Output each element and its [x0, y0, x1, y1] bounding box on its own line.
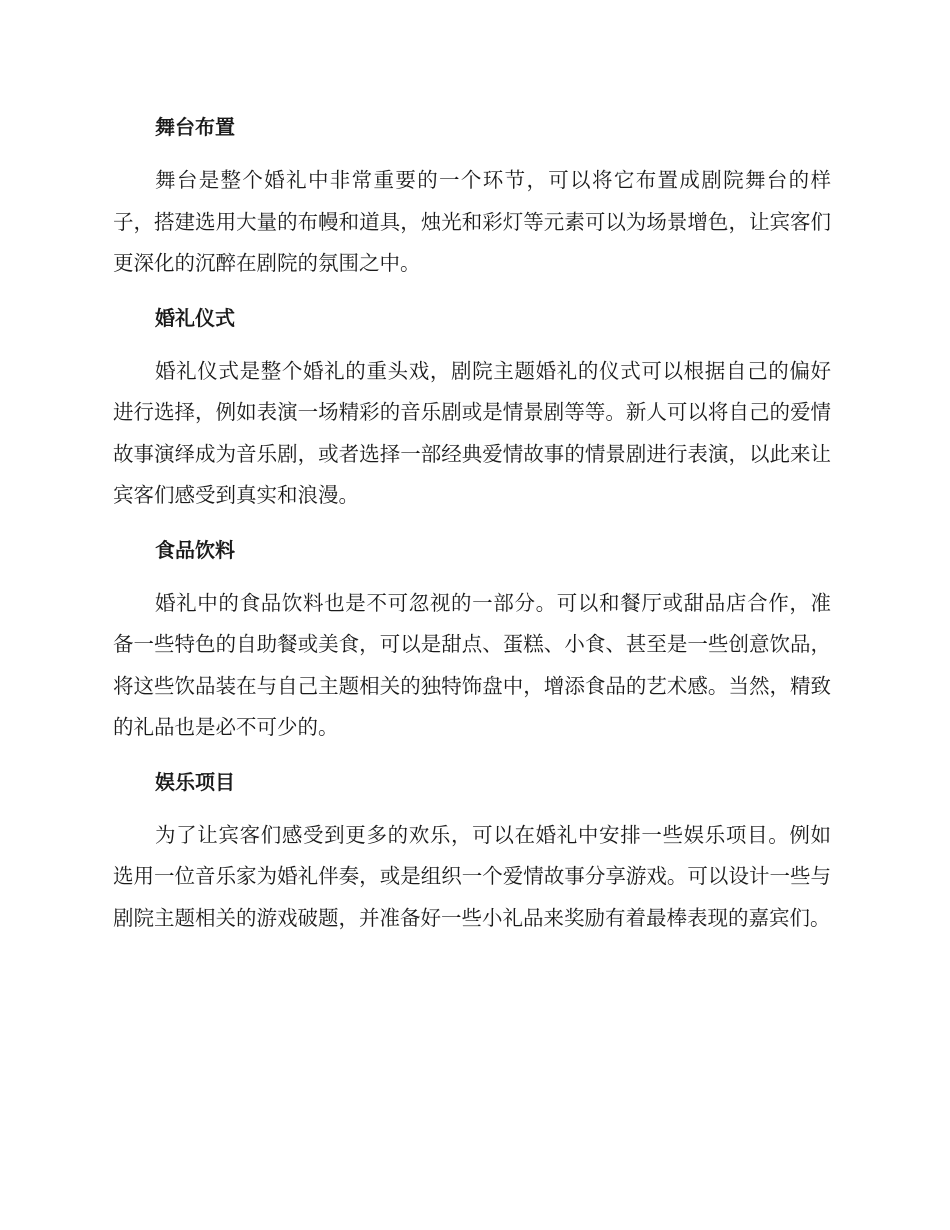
section-wedding-ceremony	[113, 299, 831, 517]
section-entertainment	[113, 763, 831, 940]
section-food-drinks	[113, 531, 831, 749]
section-stage-setup	[113, 108, 831, 285]
section-heading: 娱乐项目	[155, 769, 235, 794]
section-heading: 婚礼仪式	[155, 305, 235, 330]
section-paragraph: 舞台是整个婚礼中非常重要的一个环节，可以将它布置成剧院舞台的样子，搭建选用大量的布幔和道具，烛光和彩灯等元素可以为场景增色，让宾客们更深化的沉醉在剧院的氛围之中。	[113, 168, 831, 275]
section-paragraph: 婚礼仪式是整个婚礼的重头戏，剧院主题婚礼的仪式可以根据自己的偏好进行选择，例如表演一场精彩的音乐剧或是情景剧等等。新人可以将自己的爱情故事演绎成为音乐剧，或者选择一部经典爱情故事的情景剧进行表演，以此来让宾客们感受到真实和浪漫。	[113, 358, 831, 507]
section-paragraph: 为了让宾客们感受到更多的欢乐，可以在婚礼中安排一些娱乐项目。例如选用一位音乐家为婚礼伴奏，或是组织一个爱情故事分享游戏。可以设计一些与剧院主题相关的游戏破题，并准备好一些小礼品来奖励有着最棒表现的嘉宾们。	[113, 822, 831, 930]
section-heading: 舞台布置	[155, 115, 235, 139]
section-heading: 食品饮料	[155, 537, 235, 562]
section-paragraph: 婚礼中的食品饮料也是不可忽视的一部分。可以和餐厅或甜品店合作，准备一些特色的自助餐或美食，可以是甜点、蛋糕、小食、甚至是一些创意饮品，将这些饮品装在与自己主题相关的独特饰盘中，增添食品的艺术感。当然，精致的礼品也是必不可少的。	[113, 590, 831, 739]
document-page	[113, 108, 831, 953]
